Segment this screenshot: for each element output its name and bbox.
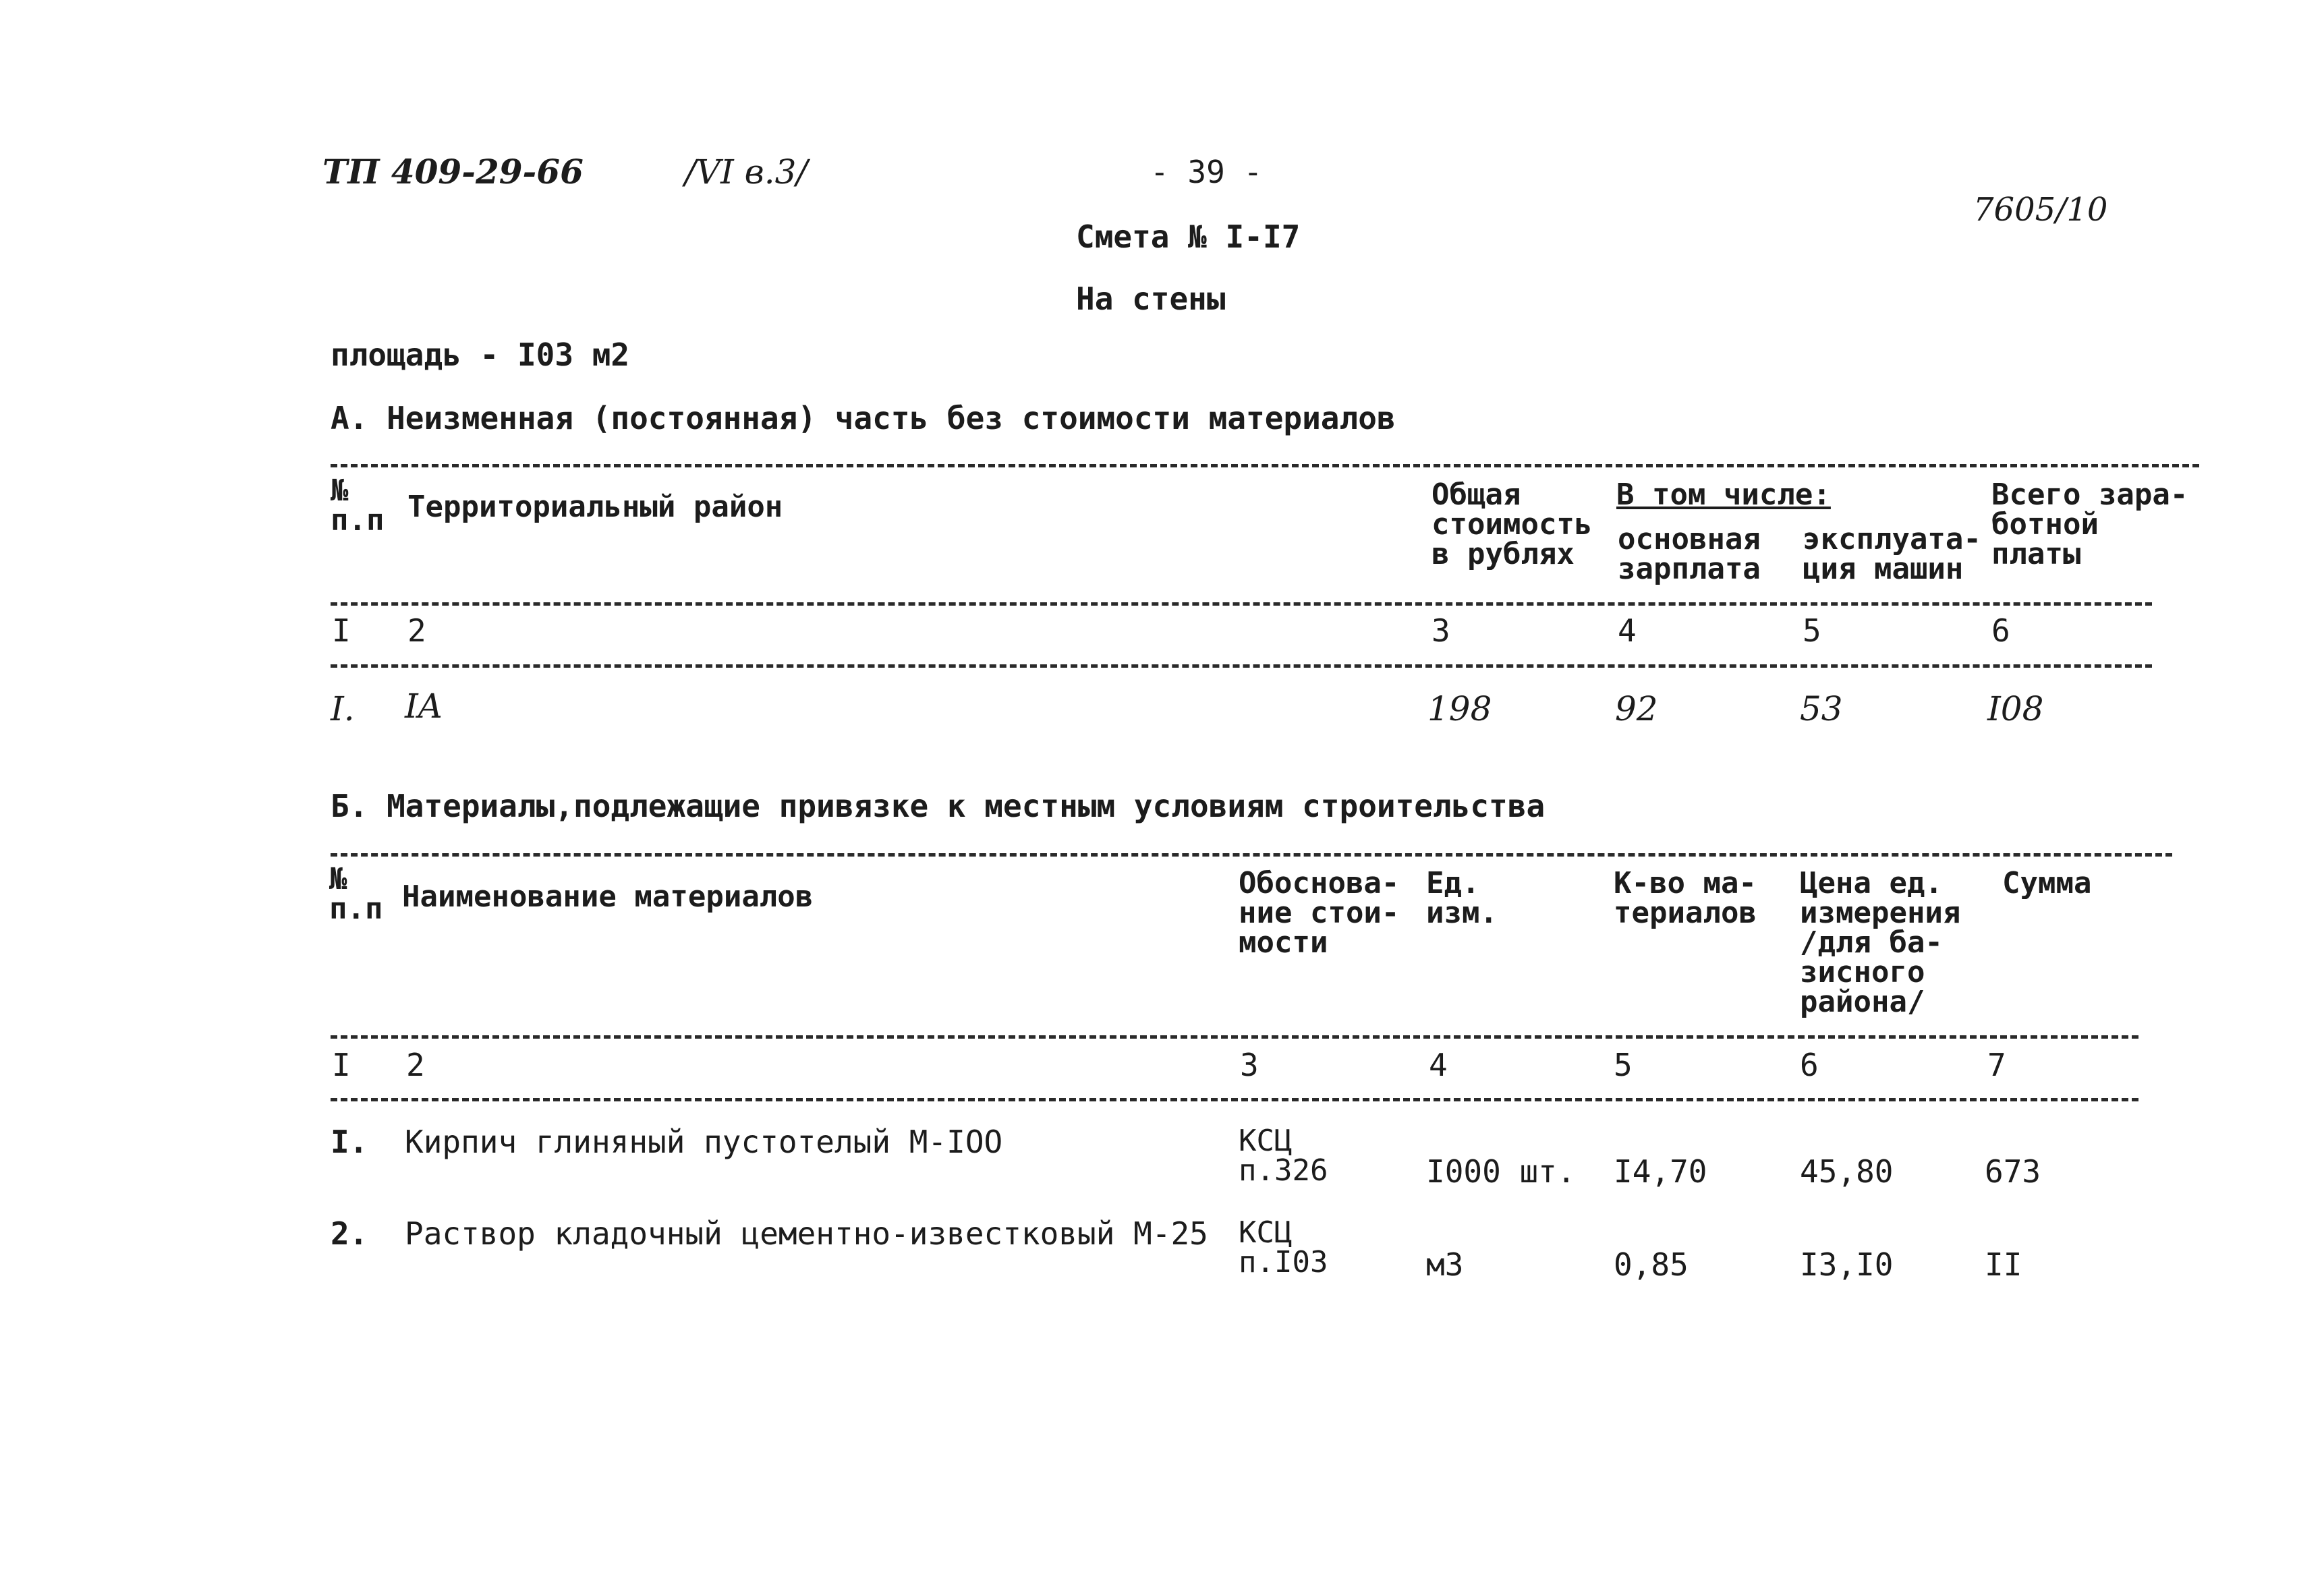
section-b-header-name: Наименование материалов <box>402 879 814 914</box>
estimate-subtitle: На стены <box>1076 281 1226 317</box>
section-b-row1-price: 45,80 <box>1800 1153 1894 1190</box>
section-a-colnum-1: I <box>332 612 351 649</box>
section-b-header-basis: Обоснова- ние стои- мости <box>1239 866 1400 960</box>
volume-label: /VI в.3/ <box>685 152 808 192</box>
section-a-header-total-wage: Всего зара- ботной платы <box>1991 478 2188 571</box>
section-b-header-sum: Сумма <box>2002 866 2092 900</box>
section-b-colnum-1: I <box>332 1047 351 1083</box>
page-number: - 39 - <box>1150 154 1263 190</box>
section-b-row2-price: I3,I0 <box>1800 1246 1894 1283</box>
section-b-colnum-5: 5 <box>1614 1047 1633 1083</box>
section-b-colnum-3: 3 <box>1240 1047 1259 1083</box>
section-b-row1-name: Кирпич глиняный пустотелый М-IOO <box>405 1124 1003 1160</box>
section-a-row-total: 198 <box>1427 689 1492 728</box>
area-label: площадь - I03 м2 <box>331 337 630 373</box>
section-a-header-num: № п.п <box>331 473 385 538</box>
section-b-top-rule <box>331 853 2172 857</box>
section-b-colnum-6: 6 <box>1800 1047 1819 1083</box>
section-b-row2-num: 2. <box>331 1215 368 1252</box>
section-a-top-rule <box>331 464 2199 467</box>
section-a-header-region: Территориальный район <box>407 490 783 524</box>
section-b-row1-unit: I000 шт. <box>1426 1153 1576 1190</box>
section-b-title: Б. Материалы,подлежащие привязке к местным условиям строительства <box>331 788 1546 824</box>
section-b-row1-basis: КСЦ п.326 <box>1239 1124 1328 1188</box>
section-b-header-rule <box>331 1035 2138 1039</box>
section-b-header-unit: Ед. изм. <box>1426 866 1498 930</box>
section-a-row-machines: 53 <box>1800 689 1843 728</box>
section-a-colnum-3: 3 <box>1432 612 1450 649</box>
section-a-row-num: I. <box>331 689 355 728</box>
section-b-colnum-7: 7 <box>1987 1047 2006 1083</box>
section-a-header-rule <box>331 602 2152 606</box>
section-a-colnum-2: 2 <box>407 612 426 649</box>
section-a-row-base-wage: 92 <box>1615 689 1658 728</box>
section-b-colnum-2: 2 <box>406 1047 425 1083</box>
section-a-header-machines: эксплуата- ция машин <box>1803 522 1981 586</box>
section-b-row2-basis: КСЦ п.I03 <box>1239 1215 1328 1279</box>
section-b-colnum-4: 4 <box>1429 1047 1448 1083</box>
section-a-header-base-wage: основная зарплата <box>1618 522 1761 586</box>
section-a-title: А. Неизменная (постоянная) часть без стоимости материалов <box>331 400 1396 436</box>
section-b-header-price: Цена ед. измерения /для ба- зисного района/ <box>1800 866 1961 1019</box>
section-b-row2-sum: II <box>1985 1246 2022 1283</box>
archive-code: 7605/10 <box>1973 191 2108 229</box>
section-b-colnum-rule <box>331 1098 2138 1101</box>
section-a-colnum-5: 5 <box>1803 612 1821 649</box>
section-b-row2-qty: 0,85 <box>1614 1246 1689 1283</box>
section-a-colnum-6: 6 <box>1991 612 2010 649</box>
section-b-row2-name: Раствор кладочный цементно-известковый М-25 <box>405 1215 1208 1252</box>
section-a-row-total-wage: I08 <box>1987 689 2044 728</box>
section-a-row-region: IA <box>405 687 443 726</box>
section-b-row1-sum: 673 <box>1985 1153 2041 1190</box>
section-b-row1-qty: I4,70 <box>1614 1153 1707 1190</box>
section-b-row1-num: I. <box>331 1124 368 1160</box>
section-b-header-qty: К-во ма- териалов <box>1614 866 1757 930</box>
section-a-header-total-cost: Общая стоимость в рублях <box>1432 478 1593 571</box>
section-b-header-num: № п.п <box>329 862 383 926</box>
estimate-title: Смета № I-I7 <box>1076 219 1301 255</box>
section-a-colnum-4: 4 <box>1618 612 1637 649</box>
section-a-colnum-rule <box>331 664 2152 668</box>
document-code: ТП 409-29-66 <box>322 152 584 192</box>
section-a-header-group: В том числе: <box>1616 478 1831 512</box>
section-b-row2-unit: м3 <box>1426 1246 1464 1283</box>
